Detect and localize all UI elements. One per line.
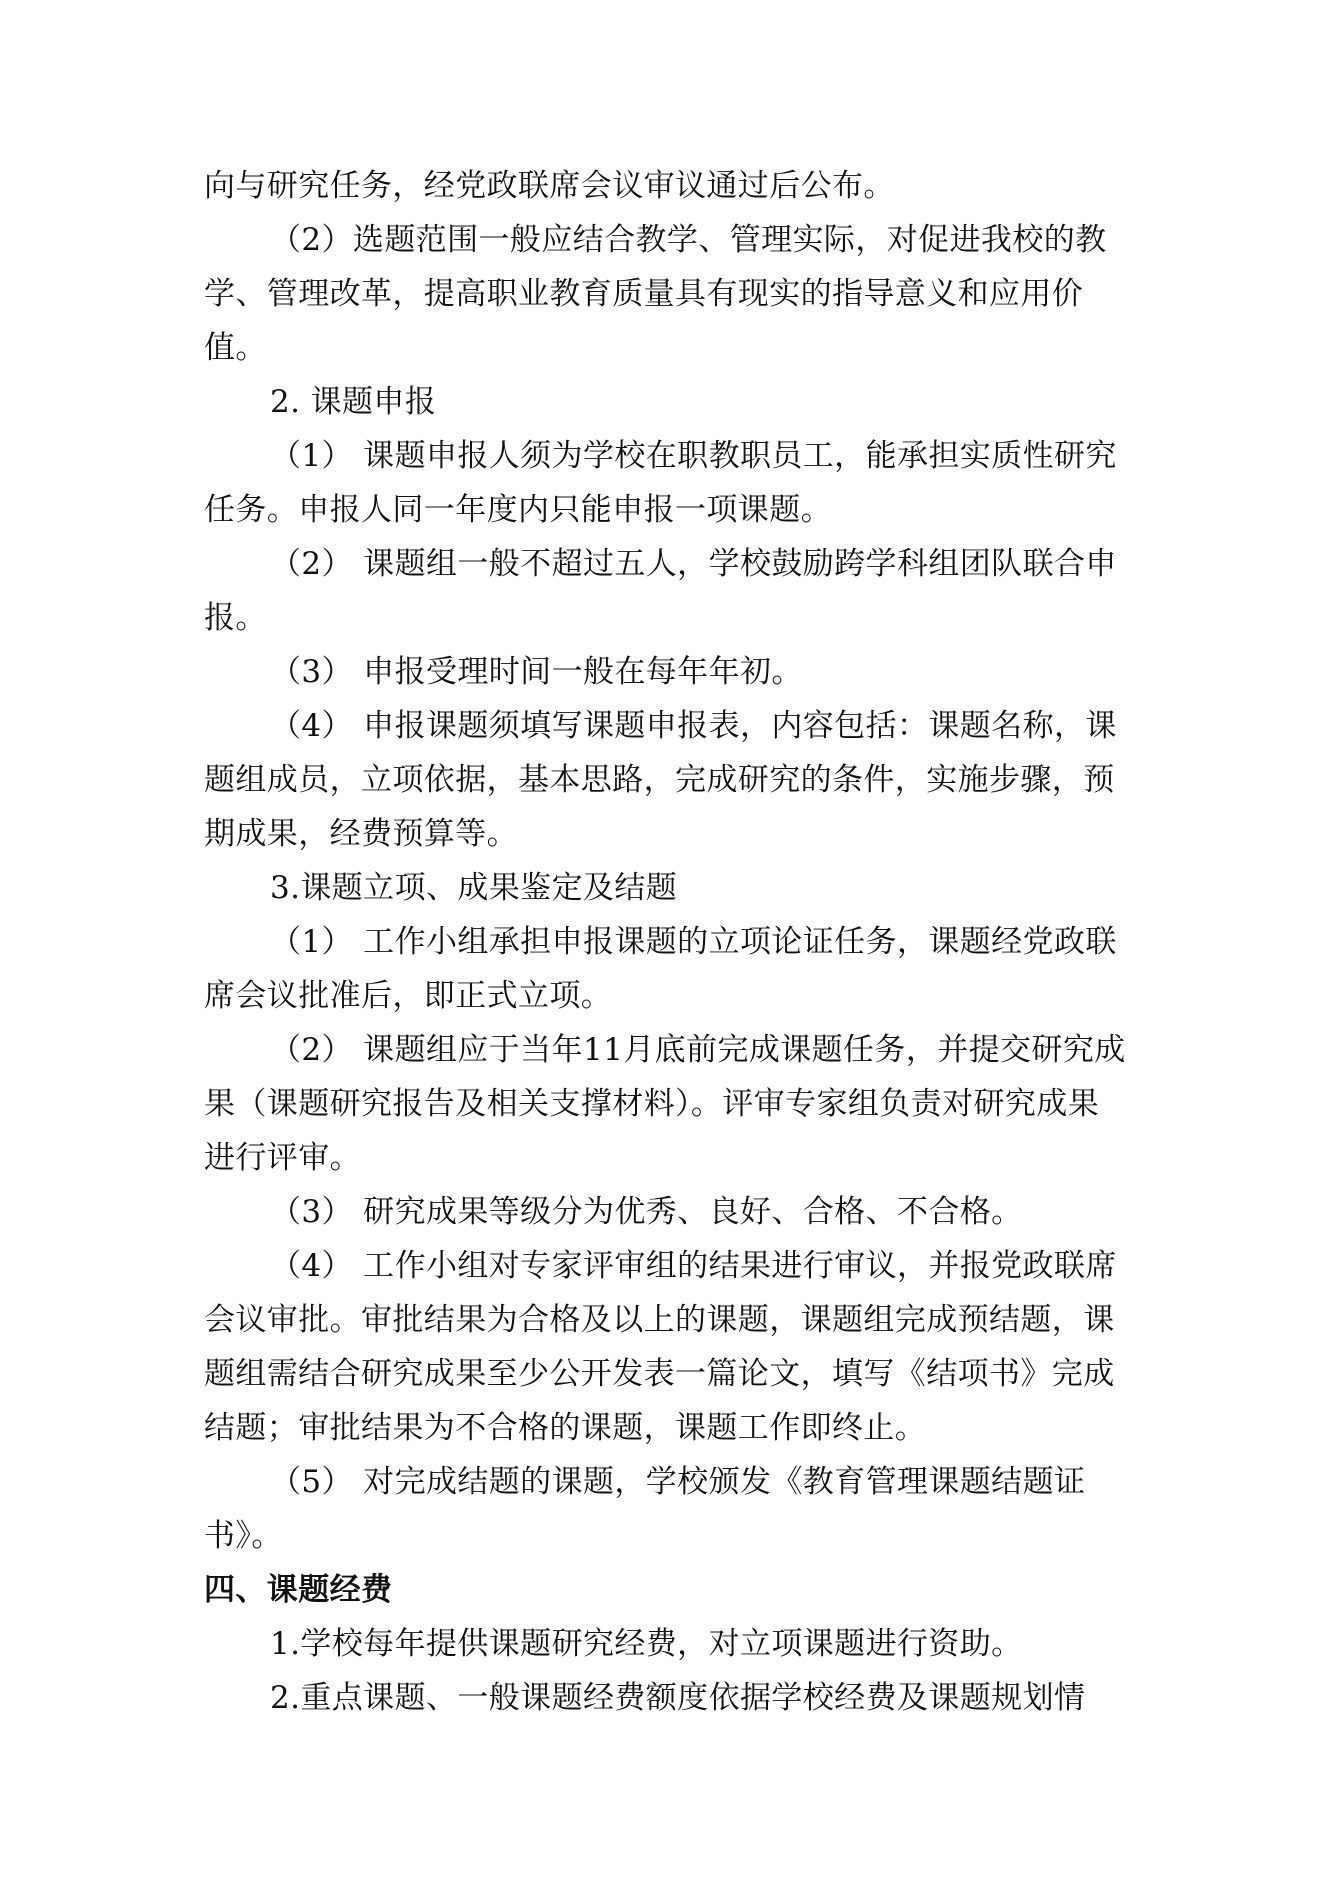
text-line: 任务。申报人同一年度内只能申报一项课题。 <box>204 492 832 528</box>
text-line: 2.重点课题、一般课题经费额度依据学校经费及课题规划情 <box>270 1680 1086 1716</box>
text-line: （2）选题范围一般应结合教学、管理实际，对促进我校的教 <box>270 222 1107 258</box>
text-line: 学、管理改革，提高职业教育质量具有现实的指导意义和应用价 <box>204 276 1084 312</box>
text-line: （4） 申报课题须填写课题申报表，内容包括：课题名称，课 <box>270 708 1117 744</box>
text-line: 题组需结合研究成果至少公开发表一篇论文，填写《结项书》完成 <box>204 1356 1115 1392</box>
text-line: 会议审批。审批结果为合格及以上的课题，课题组完成预结题，课 <box>204 1302 1115 1338</box>
text-line: 值。 <box>204 330 267 366</box>
text-line: 进行评审。 <box>204 1140 361 1176</box>
text-line: （3） 研究成果等级分为优秀、良好、合格、不合格。 <box>270 1194 1023 1230</box>
text-line: （2） 课题组一般不超过五人，学校鼓励跨学科组团队联合申 <box>270 546 1117 582</box>
text-line: 向与研究任务，经党政联席会议审议通过后公布。 <box>204 168 895 204</box>
text-line: 果（课题研究报告及相关支撑材料）。评审专家组负责对研究成果 <box>204 1086 1100 1122</box>
text-line: 书》。 <box>204 1518 283 1554</box>
text-line: （2） 课题组应于当年11月底前完成课题任务，并提交研究成 <box>270 1032 1126 1068</box>
text-line: （4） 工作小组对专家评审组的结果进行审议，并报党政联席 <box>270 1248 1117 1284</box>
text-line: （5） 对完成结题的课题，学校颁发《教育管理课题结题证 <box>270 1464 1086 1500</box>
text-line: 题组成员，立项依据，基本思路，完成研究的条件，实施步骤，预 <box>204 762 1115 798</box>
text-line: 1.学校每年提供课题研究经费，对立项课题进行资助。 <box>270 1626 1023 1662</box>
text-line: （3） 申报受理时间一般在每年年初。 <box>270 654 803 690</box>
text-line: 席会议批准后，即正式立项。 <box>204 978 613 1014</box>
section-subheading: 2. 课题申报 <box>270 384 437 420</box>
text-line: （1） 工作小组承担申报课题的立项论证任务，课题经党政联 <box>270 924 1117 960</box>
text-line: 报。 <box>204 600 267 636</box>
text-line: 期成果，经费预算等。 <box>204 816 518 852</box>
section-subheading: 3.课题立项、成果鉴定及结题 <box>270 870 678 906</box>
text-line: （1） 课题申报人须为学校在职教职员工，能承担实质性研究 <box>270 438 1117 474</box>
text-line: 结题；审批结果为不合格的课题，课题工作即终止。 <box>204 1410 927 1446</box>
section-heading: 四、课题经费 <box>204 1572 393 1608</box>
